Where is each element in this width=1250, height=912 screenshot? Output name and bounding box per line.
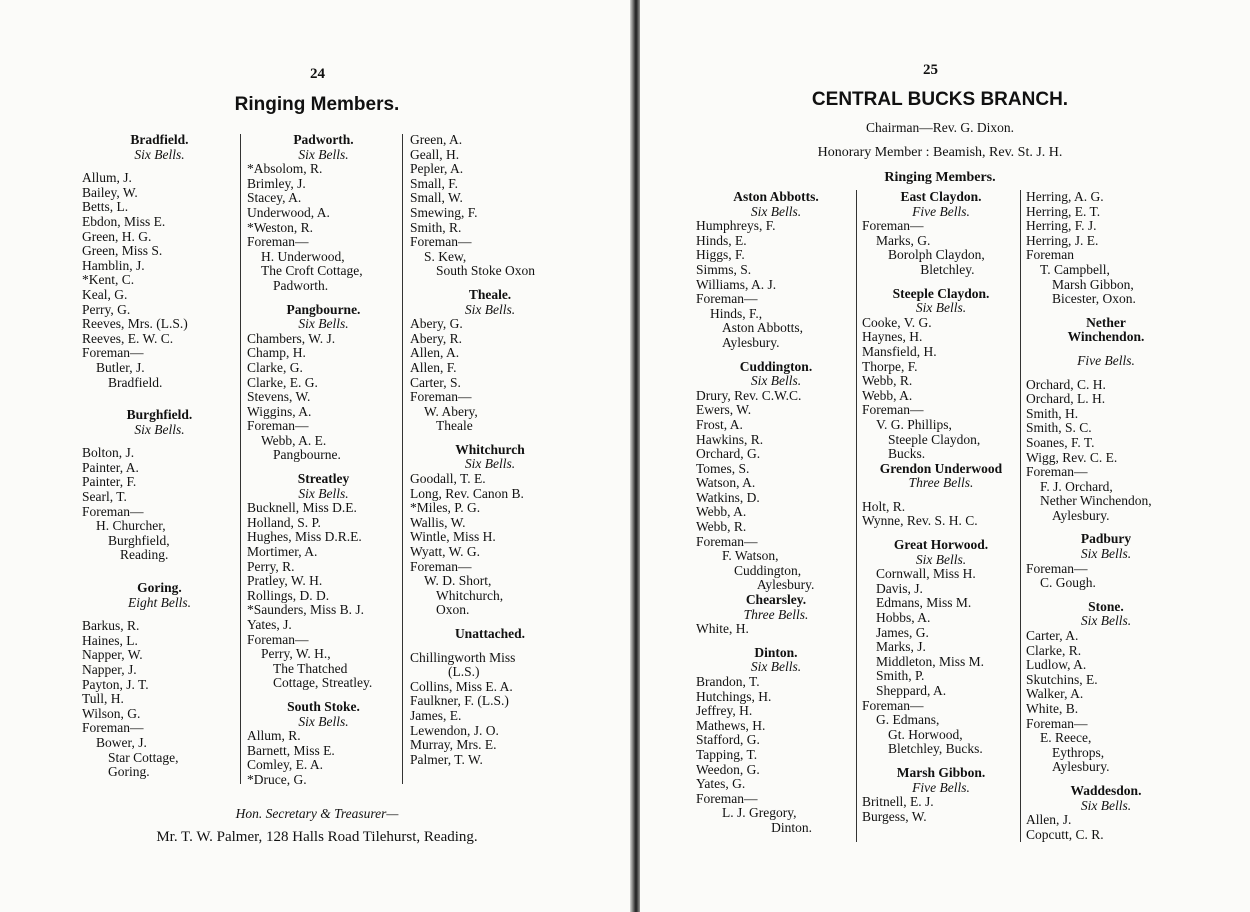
member-entry: Thorpe, F. — [862, 358, 918, 374]
column-divider — [856, 190, 857, 842]
member-entry: Foreman— — [82, 503, 144, 519]
member-entry: Aylesbury. — [734, 577, 815, 593]
member-entry: Bicester, Oxon. — [1052, 291, 1136, 307]
parish-heading: Goring. — [137, 580, 182, 596]
member-entry: The Croft Cottage, — [261, 263, 363, 279]
member-entry: Holland, S. P. — [247, 514, 321, 530]
member-entry: Smith, P. — [876, 668, 925, 684]
member-entry: Webb, R. — [696, 519, 747, 535]
footer-line: Mr. T. W. Palmer, 128 Halls Road Tilehurst, Reading. — [156, 829, 478, 845]
bells-note: Six Bells. — [134, 146, 185, 162]
member-entry: Geall, H. — [410, 146, 460, 162]
member-entry: Reeves, Mrs. (L.S.) — [82, 316, 188, 332]
left-column-3 — [410, 133, 570, 767]
member-entry: Theale — [436, 418, 473, 434]
member-entry: Wallis, W. — [410, 514, 466, 530]
member-entry: Whitchurch, — [436, 587, 504, 603]
member-entry: (L.S.) — [448, 664, 480, 680]
right-column-3 — [1026, 190, 1186, 842]
member-entry: Steeple Claydon, — [888, 431, 981, 447]
member-entry: Smith, S. C. — [1026, 420, 1092, 436]
member-entry: Stacey, A. — [247, 190, 302, 206]
page-number-left: 24 — [310, 66, 325, 82]
member-entry: Reeves, E. W. C. — [82, 330, 174, 346]
member-entry: Barkus, R. — [82, 618, 140, 634]
member-entry: Edmans, Miss M. — [876, 595, 972, 611]
member-entry: Faulkner, F. (L.S.) — [410, 693, 509, 709]
member-entry: Painter, A. — [82, 459, 139, 475]
right-column-2 — [862, 190, 1020, 824]
member-entry: Soanes, F. T. — [1026, 434, 1095, 450]
member-entry: Comley, E. A. — [247, 757, 323, 773]
member-entry: Gt. Horwood, — [888, 726, 963, 742]
member-entry: Jeffrey, H. — [696, 703, 753, 719]
member-entry: Wintle, Miss H. — [410, 529, 496, 545]
member-entry: Webb, A. — [696, 504, 747, 520]
bells-note: Six Bells. — [464, 456, 516, 472]
member-entry: Hutchings, H. — [696, 688, 772, 704]
member-entry: Murray, Mrs. E. — [410, 737, 497, 753]
member-entry: Goring. — [108, 764, 150, 780]
parish-heading: Waddesdon. — [1070, 782, 1142, 798]
parish-heading: Marsh Gibbon. — [896, 764, 986, 780]
parish-heading: Padworth. — [293, 132, 354, 147]
member-entry: Star Cottage, — [108, 749, 179, 765]
member-entry: Foreman— — [862, 402, 924, 418]
member-entry: Chillingworth Miss — [410, 649, 516, 665]
member-entry: Herring, J. E. — [1026, 232, 1099, 248]
member-entry: Payton, J. T. — [82, 676, 149, 692]
left-column-1 — [82, 133, 237, 780]
member-entry: Watson, A. — [696, 475, 756, 491]
parish-heading: Dinton. — [754, 644, 798, 660]
member-entry: Tomes, S. — [696, 460, 750, 476]
member-entry: Bletchley. — [900, 261, 975, 277]
member-entry: Brimley, J. — [247, 175, 306, 191]
member-entry: Hinds, F., — [710, 305, 763, 321]
member-entry: Watkins, D. — [696, 489, 760, 505]
parish-heading: Grendon Underwood — [879, 460, 1003, 476]
member-entry: Allen, F. — [410, 359, 457, 375]
member-entry: V. G. Phillips, — [876, 416, 952, 432]
parish-heading: Pangbourne. — [286, 301, 361, 317]
member-entry: Brandon, T. — [696, 674, 760, 689]
bells-note: Five Bells. — [912, 779, 970, 795]
member-entry: Cottage, Streatley. — [273, 675, 373, 691]
right-page — [640, 0, 1250, 912]
member-entry: Carter, S. — [410, 374, 461, 390]
member-entry: Mortimer, A. — [247, 544, 318, 560]
bells-note: Six Bells. — [750, 203, 802, 219]
member-entry: Humphreys, F. — [696, 218, 776, 234]
member-entry: Williams, A. J. — [696, 276, 777, 292]
ringing-members-heading: Ringing Members. — [884, 170, 996, 185]
member-entry: Mansfield, H. — [862, 343, 937, 359]
member-entry: Foreman— — [1026, 464, 1088, 480]
member-entry: Smith, H. — [1026, 405, 1079, 421]
member-entry: G. Edmans, — [876, 712, 940, 728]
member-entry: Copcutt, C. R. — [1026, 826, 1104, 842]
member-entry: *Absolom, R. — [247, 161, 323, 177]
member-entry: James, E. — [410, 707, 462, 723]
member-entry: Davis, J. — [876, 580, 923, 596]
member-entry: Dinton. — [734, 819, 813, 835]
bells-note: Six Bells. — [464, 301, 516, 317]
member-entry: Small, F. — [410, 175, 459, 191]
member-entry: Weedon, G. — [696, 761, 760, 777]
member-entry: Napper, W. — [82, 647, 143, 663]
member-entry: T. Campbell, — [1040, 261, 1110, 277]
member-entry: Allen, J. — [1026, 812, 1072, 828]
parish-heading: Stone. — [1088, 598, 1124, 614]
member-entry: Allen, A. — [410, 345, 460, 361]
member-entry: Webb, A. E. — [261, 432, 327, 448]
bells-note: Six Bells. — [134, 421, 185, 437]
member-entry: Padworth. — [273, 277, 329, 293]
member-entry: Wigg, Rev. C. E. — [1026, 449, 1118, 465]
member-entry: Herring, F. J. — [1026, 218, 1097, 234]
member-entry: Champ, H. — [247, 345, 306, 361]
member-entry: Hughes, Miss D.R.E. — [247, 529, 362, 545]
member-entry: Hobbs, A. — [876, 610, 931, 626]
member-entry: Orchard, L. H. — [1026, 391, 1106, 407]
member-entry: Ludlow, A. — [1026, 657, 1087, 673]
member-entry: Bucknell, Miss D.E. — [247, 500, 357, 516]
member-entry: Foreman— — [696, 533, 758, 549]
member-entry: Wiggins, A. — [247, 403, 312, 419]
member-entry: Perry, R. — [247, 558, 295, 574]
member-entry: Butler, J. — [96, 359, 145, 375]
member-entry: Perry, W. H., — [261, 646, 331, 662]
member-entry: Reading. — [120, 547, 169, 563]
member-entry: Burgess, W. — [862, 808, 927, 824]
member-entry: Abery, G. — [410, 316, 463, 332]
member-entry: Foreman— — [1026, 560, 1088, 576]
member-entry: Smith, R. — [410, 219, 462, 235]
member-entry: S. Kew, — [424, 248, 467, 264]
member-entry: Rollings, D. D. — [247, 587, 330, 603]
member-entry: W. D. Short, — [424, 573, 492, 589]
bells-note: Eight Bells. — [128, 594, 191, 610]
member-entry: Yates, J. — [247, 617, 292, 632]
member-entry: Cooke, V. G. — [862, 314, 932, 330]
member-entry: Painter, F. — [82, 474, 137, 490]
member-entry: Foreman— — [696, 291, 758, 307]
member-entry: Mathews, H. — [696, 717, 766, 733]
member-entry: Bletchley, Bucks. — [888, 741, 983, 757]
member-entry: Collins, Miss E. A. — [410, 678, 513, 694]
spacer — [82, 390, 237, 399]
parish-heading: Cuddington. — [739, 358, 813, 374]
member-entry: Foreman— — [1026, 715, 1088, 731]
member-entry: *Weston, R. — [247, 219, 314, 235]
member-entry: Clarke, G. — [247, 359, 303, 375]
footer-label: Hon. Secretary & Treasurer— — [235, 806, 399, 821]
member-entry: Foreman— — [862, 218, 924, 234]
member-entry: H. Churcher, — [96, 518, 166, 534]
bells-note: Three Bells. — [908, 475, 974, 491]
member-entry: Yates, G. — [696, 776, 746, 792]
bells-note: Six Bells. — [298, 713, 349, 729]
member-entry: White, B. — [1026, 701, 1079, 716]
bells-note: Six Bells. — [750, 373, 802, 389]
member-entry: Orchard, C. H. — [1026, 376, 1106, 392]
member-entry: Stevens, W. — [247, 389, 311, 405]
member-entry: Betts, L. — [82, 199, 129, 215]
member-entry: Foreman— — [410, 389, 472, 405]
member-entry: Foreman — [1026, 247, 1074, 263]
member-entry: Lewendon, J. O. — [410, 722, 499, 738]
parish-heading: Aston Abbotts. — [733, 189, 819, 204]
member-entry: Bradfield. — [108, 374, 163, 390]
member-entry: Carter, A. — [1026, 628, 1079, 644]
member-entry: Green, H. G. — [82, 228, 152, 244]
bells-note: Six Bells. — [750, 659, 802, 675]
member-entry: Drury, Rev. C.W.C. — [696, 387, 802, 403]
member-entry: Green, A. — [410, 132, 463, 147]
member-entry: Walker, A. — [1026, 686, 1084, 702]
member-entry: Cuddington, — [734, 562, 802, 578]
member-entry: H. Underwood, — [261, 248, 345, 264]
page-heading-left: Ringing Members. — [234, 94, 400, 115]
member-entry: Haines, L. — [82, 632, 138, 648]
parish-heading: Chearsley. — [745, 592, 807, 608]
member-entry: Chambers, W. J. — [247, 330, 336, 346]
member-entry: Foreman— — [696, 790, 758, 806]
member-entry: Herring, E. T. — [1026, 203, 1101, 219]
member-entry: Pepler, A. — [410, 161, 464, 177]
member-entry: F. Watson, — [722, 548, 779, 564]
member-entry: Cornwall, Miss H. — [876, 566, 976, 582]
member-entry: Hamblin, J. — [82, 257, 145, 273]
member-entry: Haynes, H. — [862, 329, 923, 345]
member-entry: Tapping, T. — [696, 746, 758, 762]
bells-note: Six Bells. — [298, 485, 349, 501]
member-entry: Stafford, G. — [696, 732, 760, 748]
bells-note: Six Bells. — [1080, 613, 1132, 629]
member-entry: Aylesbury. — [1052, 507, 1110, 523]
member-entry: Webb, R. — [862, 373, 913, 389]
member-entry: Higgs, F. — [696, 247, 745, 263]
member-entry: Pratley, W. H. — [247, 573, 323, 589]
member-entry: *Miles, P. G. — [410, 500, 481, 516]
bells-note: Five Bells. — [1077, 352, 1135, 368]
parish-heading: Padbury — [1080, 531, 1132, 547]
member-entry: Green, Miss S. — [82, 243, 163, 259]
member-entry: Bolton, J. — [82, 445, 135, 461]
member-entry: Long, Rev. Canon B. — [410, 485, 524, 501]
member-entry: Foreman— — [82, 345, 144, 361]
member-entry: Palmer, T. W. — [410, 751, 483, 767]
column-divider — [1020, 190, 1021, 842]
member-entry: Aston Abbotts, — [722, 320, 804, 336]
parish-heading: Nether — [1086, 314, 1126, 330]
chairman-line: Chairman—Rev. G. Dixon. — [866, 120, 1014, 135]
member-entry: Ebdon, Miss E. — [82, 213, 166, 229]
spacer — [82, 563, 237, 572]
member-entry: Allum, J. — [82, 170, 132, 186]
member-entry: Aylesbury. — [1052, 759, 1110, 775]
member-entry: Marks, G. — [876, 232, 931, 248]
member-entry: Nether Winchendon, — [1040, 493, 1152, 509]
parish-heading: Whitchurch — [455, 441, 525, 457]
member-entry: South Stoke Oxon — [436, 263, 536, 279]
member-entry: Wilson, G. — [82, 705, 141, 721]
member-entry: Simms, S. — [696, 261, 752, 277]
member-entry: E. Reece, — [1040, 730, 1092, 746]
bells-note: Five Bells. — [912, 203, 970, 219]
member-entry: Middleton, Miss M. — [876, 653, 985, 669]
member-entry: Borolph Claydon, — [888, 247, 985, 263]
member-entry: *Saunders, Miss B. J. — [247, 602, 365, 618]
member-entry: James, G. — [876, 624, 929, 640]
member-entry: Underwood, A. — [247, 204, 330, 220]
member-entry: Hinds, E. — [696, 232, 747, 248]
honorary-member-line: Honorary Member : Beamish, Rev. St. J. H. — [817, 145, 1063, 160]
right-column-1 — [696, 190, 856, 836]
member-entry: The Thatched — [273, 660, 348, 676]
member-entry: Aylesbury. — [722, 334, 780, 350]
bells-note: Six Bells. — [915, 300, 967, 316]
member-entry: Orchard, G. — [696, 446, 761, 462]
member-entry: Goodall, T. E. — [410, 471, 486, 487]
member-entry: Webb, A. — [862, 387, 913, 403]
member-entry: Holt, R. — [862, 498, 906, 514]
member-entry: Wynne, Rev. S. H. C. — [862, 513, 978, 529]
member-entry: W. Abery, — [424, 403, 478, 419]
member-entry: Foreman— — [82, 720, 144, 736]
member-entry: Pangbourne. — [273, 447, 341, 463]
page-number-right: 25 — [923, 62, 938, 78]
member-entry: Foreman— — [247, 234, 309, 250]
bells-note: Six Bells. — [915, 551, 967, 567]
member-entry: Bucks. — [888, 446, 926, 462]
member-entry: C. Gough. — [1040, 575, 1096, 591]
member-entry: Allum, R. — [247, 728, 301, 744]
parish-heading: Bradfield. — [130, 132, 189, 147]
member-entry: Napper, J. — [82, 662, 137, 677]
member-entry: Bailey, W. — [82, 184, 138, 200]
member-entry: Perry, G. — [82, 301, 131, 317]
member-entry: Searl, T. — [82, 489, 127, 505]
member-entry: Hawkins, R. — [696, 431, 764, 447]
parish-heading: Burghfield. — [126, 407, 193, 423]
bells-note: Six Bells. — [298, 146, 349, 162]
member-entry: Sheppard, A. — [876, 683, 947, 698]
member-entry: Foreman— — [862, 697, 924, 713]
member-entry: Britnell, E. J. — [862, 794, 934, 810]
member-entry: Foreman— — [410, 234, 472, 250]
member-entry: Barnett, Miss E. — [247, 742, 335, 758]
bells-note: Three Bells. — [743, 606, 809, 622]
bells-note: Six Bells. — [1080, 797, 1132, 813]
parish-heading: Unattached. — [454, 626, 526, 641]
member-entry: Smewing, F. — [410, 204, 478, 220]
parish-heading: Theale. — [468, 286, 512, 302]
column-divider — [240, 134, 241, 784]
member-entry: F. J. Orchard, — [1040, 478, 1113, 494]
left-column-2 — [247, 133, 400, 788]
member-entry: Eythrops, — [1052, 744, 1105, 760]
member-entry: Small, W. — [410, 190, 463, 206]
member-entry: Burghfield, — [108, 532, 170, 548]
bells-note: Six Bells. — [1080, 546, 1132, 562]
parish-heading: Steeple Claydon. — [892, 285, 990, 301]
member-entry: Foreman— — [247, 631, 309, 647]
member-entry: *Kent, C. — [82, 272, 135, 288]
parish-heading: East Claydon. — [900, 189, 982, 204]
column-divider — [402, 134, 403, 784]
member-entry: Abery, R. — [410, 330, 462, 346]
member-entry: *Druce, G. — [247, 771, 307, 787]
member-entry: Tull, H. — [82, 691, 124, 707]
parish-heading: Great Horwood. — [893, 537, 989, 553]
parish-heading: South Stoke. — [287, 698, 360, 714]
parish-heading: Winchendon. — [1067, 329, 1145, 345]
member-entry: Herring, A. G. — [1026, 189, 1104, 204]
parish-heading: Streatley — [297, 471, 350, 487]
member-entry: Clarke, E. G. — [247, 374, 318, 390]
member-entry: Keal, G. — [82, 286, 128, 302]
member-entry: L. J. Gregory, — [722, 805, 797, 821]
member-entry: Marsh Gibbon, — [1052, 276, 1134, 292]
member-entry: Marks, J. — [876, 639, 926, 655]
bells-note: Six Bells. — [298, 316, 349, 332]
page-heading-right: CENTRAL BUCKS BRANCH. — [811, 89, 1069, 110]
member-entry: Frost, A. — [696, 416, 743, 432]
member-entry: White, H. — [696, 621, 749, 637]
member-entry: Foreman— — [247, 418, 309, 434]
member-entry: Skutchins, E. — [1026, 671, 1098, 687]
member-entry: Foreman— — [410, 558, 472, 574]
member-entry: Clarke, R. — [1026, 642, 1082, 658]
member-entry: Oxon. — [436, 602, 470, 618]
member-entry: Ewers, W. — [696, 402, 752, 418]
member-entry: Bower, J. — [96, 734, 147, 750]
member-entry: Wyatt, W. G. — [410, 544, 481, 560]
